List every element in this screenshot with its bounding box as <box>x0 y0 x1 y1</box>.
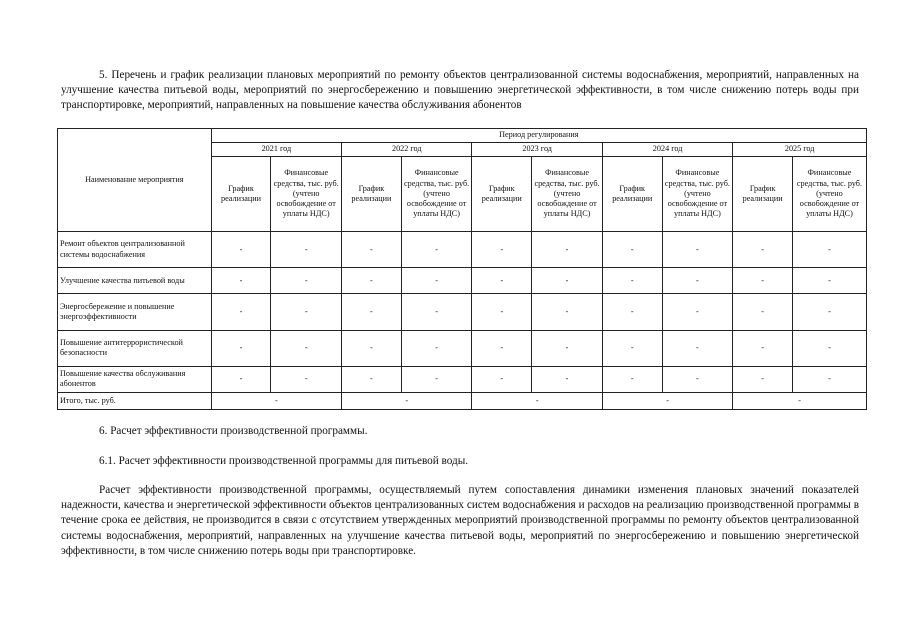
table-header-row <box>58 129 867 143</box>
table-cell: - <box>342 367 402 393</box>
table-cell: - <box>602 330 662 366</box>
measure-name: Повышение качества обслуживания абонентов <box>58 367 212 393</box>
table-row <box>58 231 867 267</box>
table-cell: - <box>472 231 532 267</box>
table-cell: - <box>792 268 866 294</box>
table-cell: - <box>792 367 866 393</box>
table-cell: - <box>532 367 603 393</box>
calculation-paragraph <box>61 483 859 559</box>
finance-header: Финансовые средства, тыс. руб. (учтено освобождение от уплаты НДС) <box>792 156 866 231</box>
table-cell: - <box>792 294 866 330</box>
table-cell: - <box>472 330 532 366</box>
measure-name: Повышение антитеррористической безопасности <box>58 330 212 366</box>
table-cell: - <box>602 367 662 393</box>
schedule-header: График реализации <box>602 156 662 231</box>
table-cell: - <box>342 268 402 294</box>
table-cell: - <box>342 294 402 330</box>
table-cell: - <box>662 294 733 330</box>
total-cell: - <box>342 392 472 409</box>
table-cell: - <box>271 294 342 330</box>
table-cell: - <box>792 330 866 366</box>
measure-name: Ремонт объектов централизованной системы водоснабжения <box>58 231 212 267</box>
section-5-text: 5. Перечень и график реализации плановых мероприятий по ремонту объектов централизованной системы водоснабжения, мероприятий, направленных на улучшение качества питьевой воды, мероприятий по энергосбережению и повышению энергетической эффективности, в том числе снижению потерь воды при транспортировке, мероприятий, направленных на повышение качества обслуживания абонентов <box>61 69 859 112</box>
year-header: 2022 год <box>342 142 472 156</box>
table-cell: - <box>602 268 662 294</box>
table-cell: - <box>211 231 271 267</box>
table-row <box>58 330 867 366</box>
year-header: 2025 год <box>733 142 867 156</box>
table-cell: - <box>662 330 733 366</box>
section-6-text: 6. Расчет эффективности производственной программы. <box>99 425 368 437</box>
table-cell: - <box>733 231 793 267</box>
year-header: 2024 год <box>602 142 732 156</box>
section-6-1-heading <box>61 454 859 469</box>
finance-header: Финансовые средства, тыс. руб. (учтено освобождение от уплаты НДС) <box>401 156 472 231</box>
table-cell: - <box>532 330 603 366</box>
measure-name: Улучшение качества питьевой воды <box>58 268 212 294</box>
table-cell: - <box>401 330 472 366</box>
finance-header: Финансовые средства, тыс. руб. (учтено освобождение от уплаты НДС) <box>532 156 603 231</box>
table-cell: - <box>472 294 532 330</box>
table-cell: - <box>401 367 472 393</box>
section-5-heading <box>61 68 859 114</box>
total-cell: - <box>602 392 732 409</box>
table-cell: - <box>662 268 733 294</box>
year-header: 2023 год <box>472 142 602 156</box>
table-cell: - <box>662 231 733 267</box>
section-6-heading <box>61 424 859 439</box>
table-cell: - <box>211 367 271 393</box>
table-cell: - <box>342 330 402 366</box>
schedule-header: График реализации <box>211 156 271 231</box>
schedule-header: График реализации <box>342 156 402 231</box>
table-cell: - <box>602 294 662 330</box>
measures-table <box>57 128 867 410</box>
table-cell: - <box>342 231 402 267</box>
total-label: Итого, тыс. руб. <box>58 392 212 409</box>
table-cell: - <box>211 268 271 294</box>
table-cell: - <box>733 367 793 393</box>
table-cell: - <box>271 330 342 366</box>
calculation-text: Расчет эффективности производственной программы, осуществляемый путем сопоставления динамики изменения плановых значений показателей надежности, качества и энергетической эффективности объектов централизованных систем водоснабжения и расходов на реализацию производственной программы в течение срока ее действия, не производится в связи с отсутствием утвержденных мероприятий производственной программы по ремонту объектов централизованной системы водоснабжения, мероприятий, направленных на улучшение качества питьевой воды, мероприятий по энергосбережению и повышению энергетической эффективности, в том числе снижению потерь воды при транспортировке. <box>61 484 859 557</box>
table-cell: - <box>211 330 271 366</box>
table-cell: - <box>271 367 342 393</box>
table-cell: - <box>271 231 342 267</box>
table-cell: - <box>792 231 866 267</box>
year-header: 2021 год <box>211 142 341 156</box>
period-header: Период регулирования <box>211 129 866 143</box>
section-6-1-text: 6.1. Расчет эффективности производственной программы для питьевой воды. <box>99 455 469 467</box>
table-row <box>58 367 867 393</box>
measure-name: Энергосбережение и повышение энергоэффективности <box>58 294 212 330</box>
schedule-header: График реализации <box>733 156 793 231</box>
table-cell: - <box>733 330 793 366</box>
table-cell: - <box>401 294 472 330</box>
table-cell: - <box>401 231 472 267</box>
table-row <box>58 268 867 294</box>
total-row <box>58 392 867 409</box>
finance-header: Финансовые средства, тыс. руб. (учтено освобождение от уплаты НДС) <box>271 156 342 231</box>
table-cell: - <box>472 268 532 294</box>
table-row <box>58 294 867 330</box>
total-cell: - <box>472 392 602 409</box>
name-column-header: Наименование мероприятия <box>58 129 212 232</box>
table-cell: - <box>733 268 793 294</box>
table-cell: - <box>401 268 472 294</box>
table-cell: - <box>532 268 603 294</box>
schedule-header: График реализации <box>472 156 532 231</box>
table-cell: - <box>211 294 271 330</box>
table-cell: - <box>532 231 603 267</box>
table-cell: - <box>602 231 662 267</box>
table-cell: - <box>662 367 733 393</box>
table-cell: - <box>271 268 342 294</box>
table-cell: - <box>472 367 532 393</box>
table-cell: - <box>532 294 603 330</box>
finance-header: Финансовые средства, тыс. руб. (учтено освобождение от уплаты НДС) <box>662 156 733 231</box>
total-cell: - <box>211 392 341 409</box>
table-cell: - <box>733 294 793 330</box>
total-cell: - <box>733 392 867 409</box>
